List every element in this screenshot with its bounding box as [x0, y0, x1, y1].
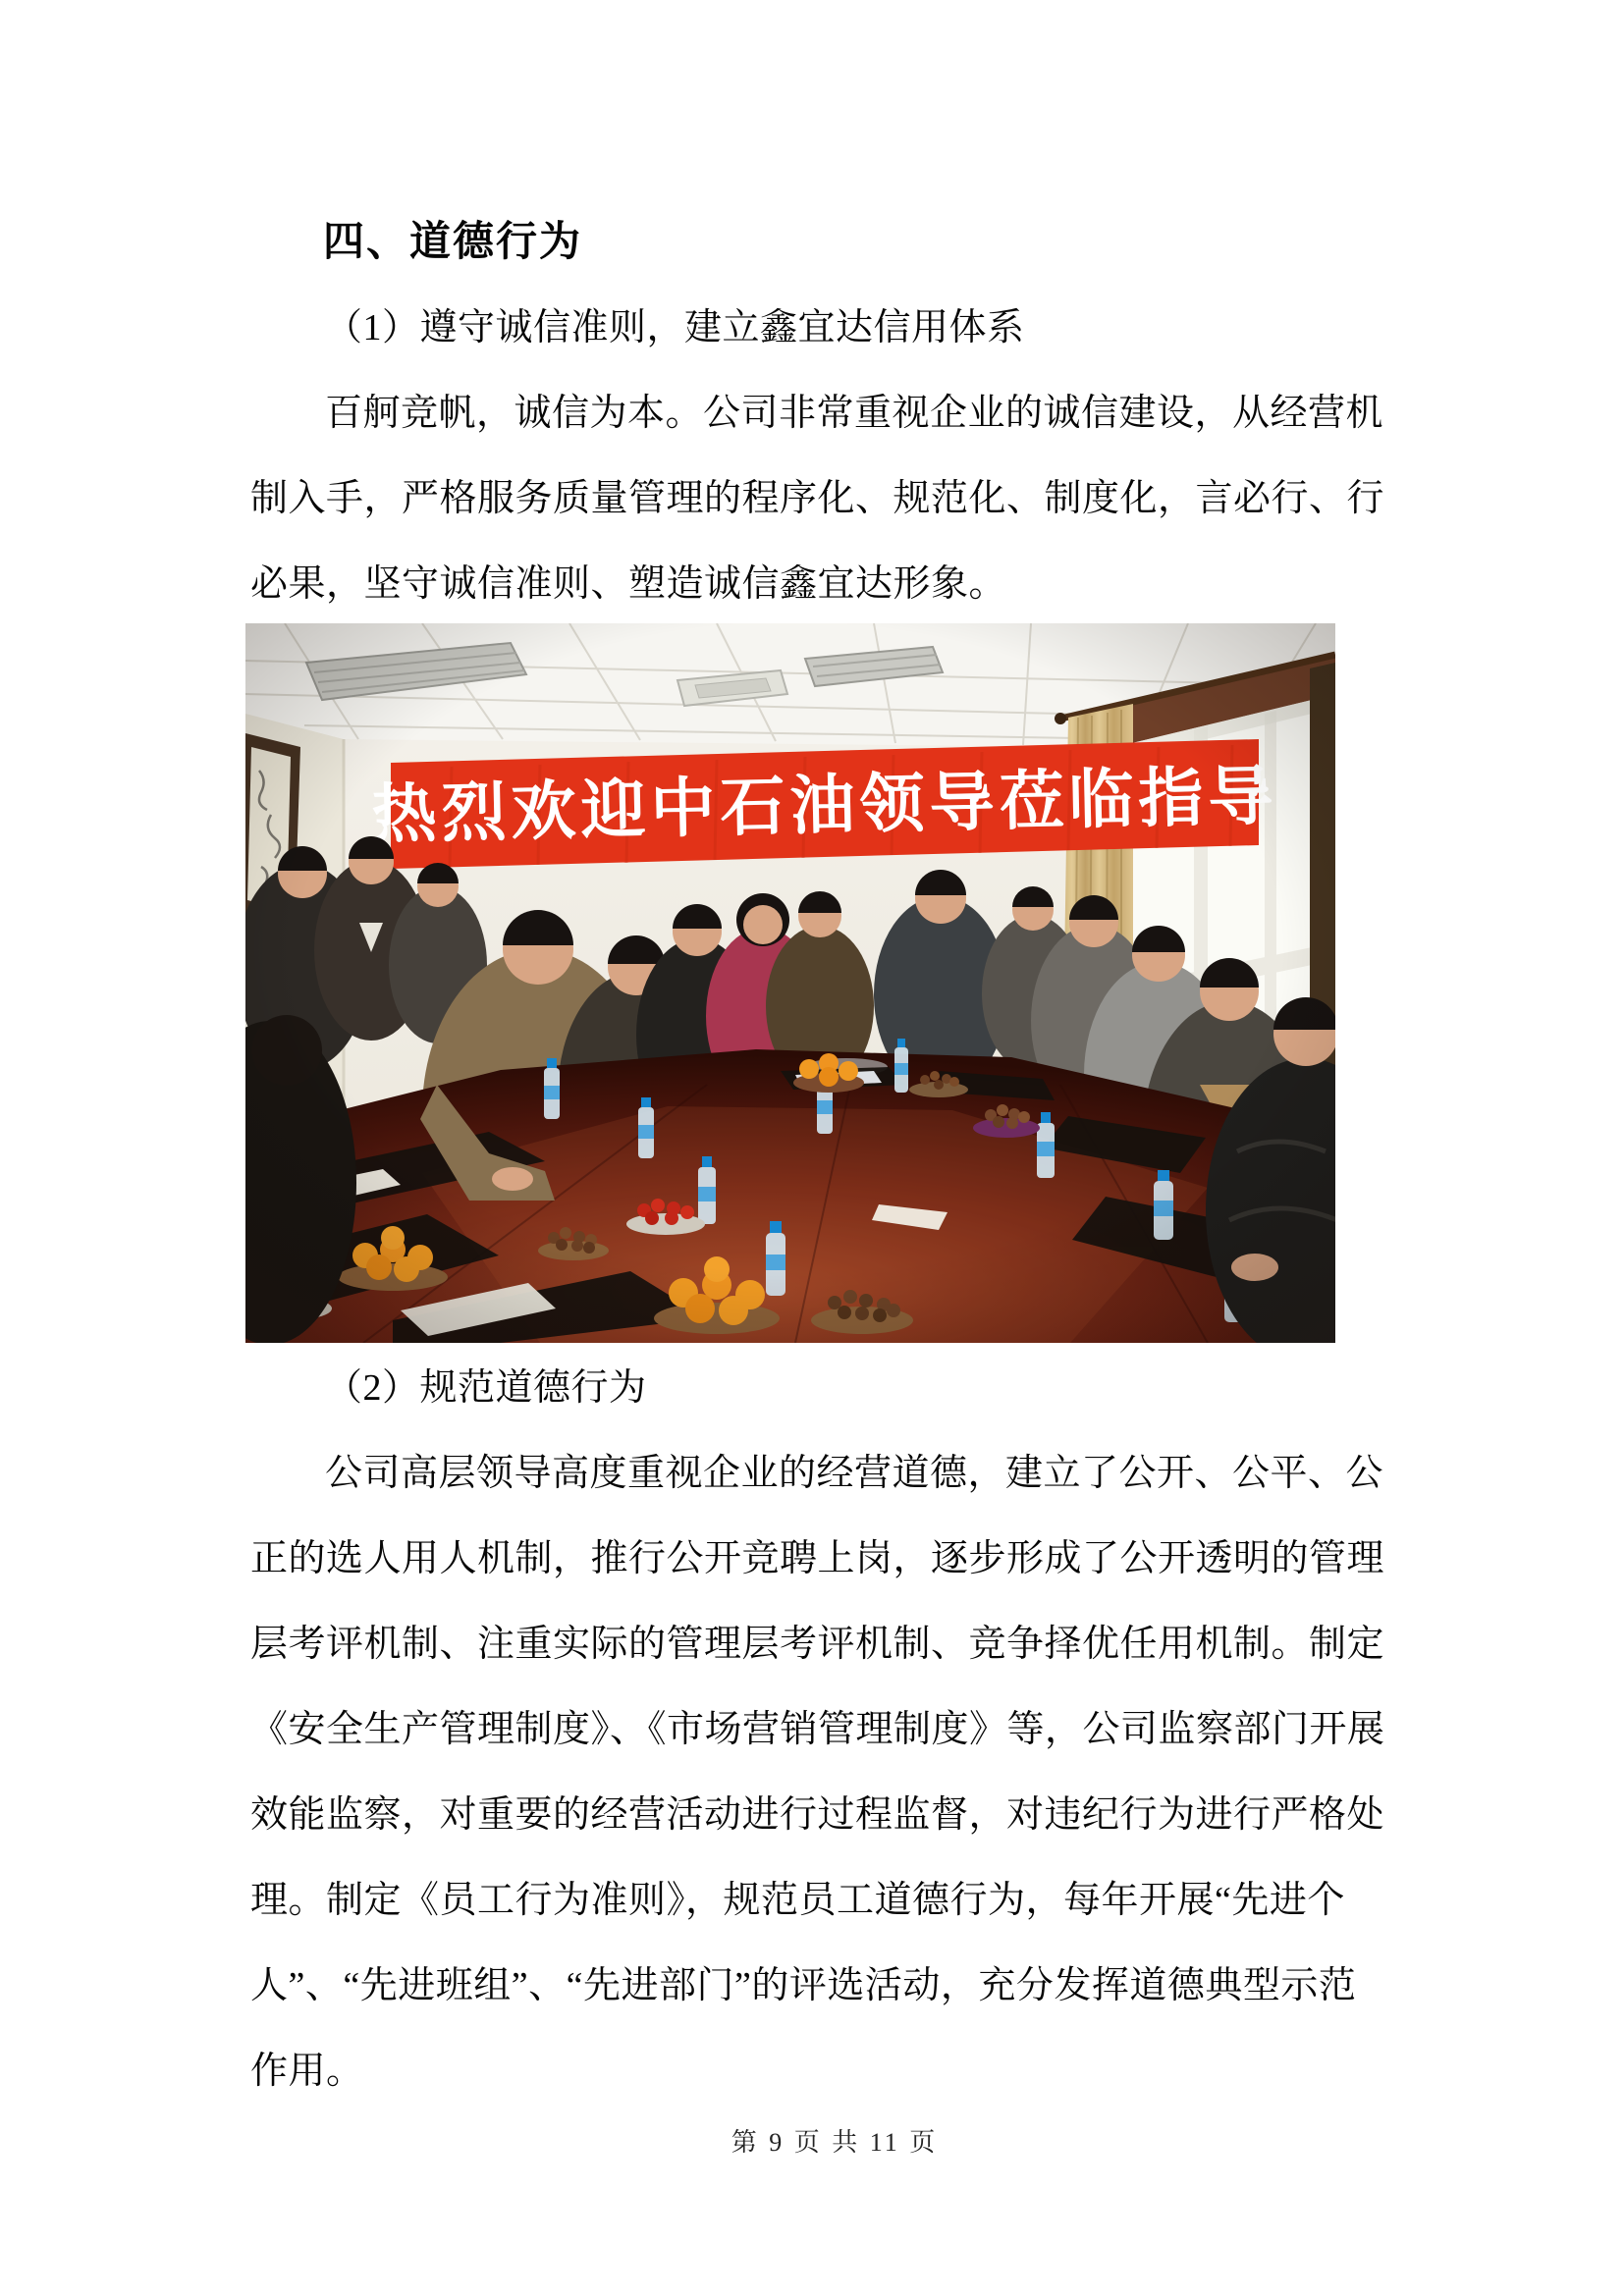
body-line: 作用。 — [250, 2051, 364, 2092]
body-line: 公司高层领导高度重视企业的经营道德，建立了公开、公平、公 — [325, 1453, 1384, 1494]
meeting-photo — [245, 623, 1335, 1343]
body-line: 正的选人用人机制，推行公开竞聘上岗，逐步形成了公开透明的管理 — [250, 1538, 1385, 1579]
body-line: 制入手，严格服务质量管理的程序化、规范化、制度化，言必行、行 — [250, 478, 1385, 519]
subsection-2-title: （2）规范道德行为 — [325, 1367, 647, 1409]
body-line: 必果，坚守诚信准则、塑造诚信鑫宜达形象。 — [250, 563, 1007, 605]
section-heading: 四、道德行为 — [323, 220, 583, 265]
body-line: 《安全生产管理制度》、《市场营销管理制度》等，公司监察部门开展 — [250, 1709, 1385, 1750]
body-line: 人”、“先进班组”、“先进部门”的评选活动，充分发挥道德典型示范 — [250, 1965, 1357, 2006]
photo-vignette — [245, 623, 1335, 1343]
body-line: 百舸竞帆，诚信为本。公司非常重视企业的诚信建设，从经营机 — [325, 393, 1384, 434]
body-line: 层考评机制、注重实际的管理层考评机制、竞争择优任用机制。制定 — [250, 1624, 1385, 1665]
page-footer: 第 9 页 共 11 页 — [731, 2128, 939, 2157]
document-body — [250, 200, 1385, 2114]
body-line: 效能监察，对重要的经营活动进行过程监督，对违纪行为进行严格处 — [250, 1794, 1385, 1836]
subsection-1-title: （1）遵守诚信准则，建立鑫宜达信用体系 — [325, 307, 1025, 348]
body-line: 理。制定《员工行为准则》，规范员工道德行为，每年开展“先进个 — [250, 1880, 1345, 1921]
meeting-room-illustration — [245, 623, 1335, 1343]
